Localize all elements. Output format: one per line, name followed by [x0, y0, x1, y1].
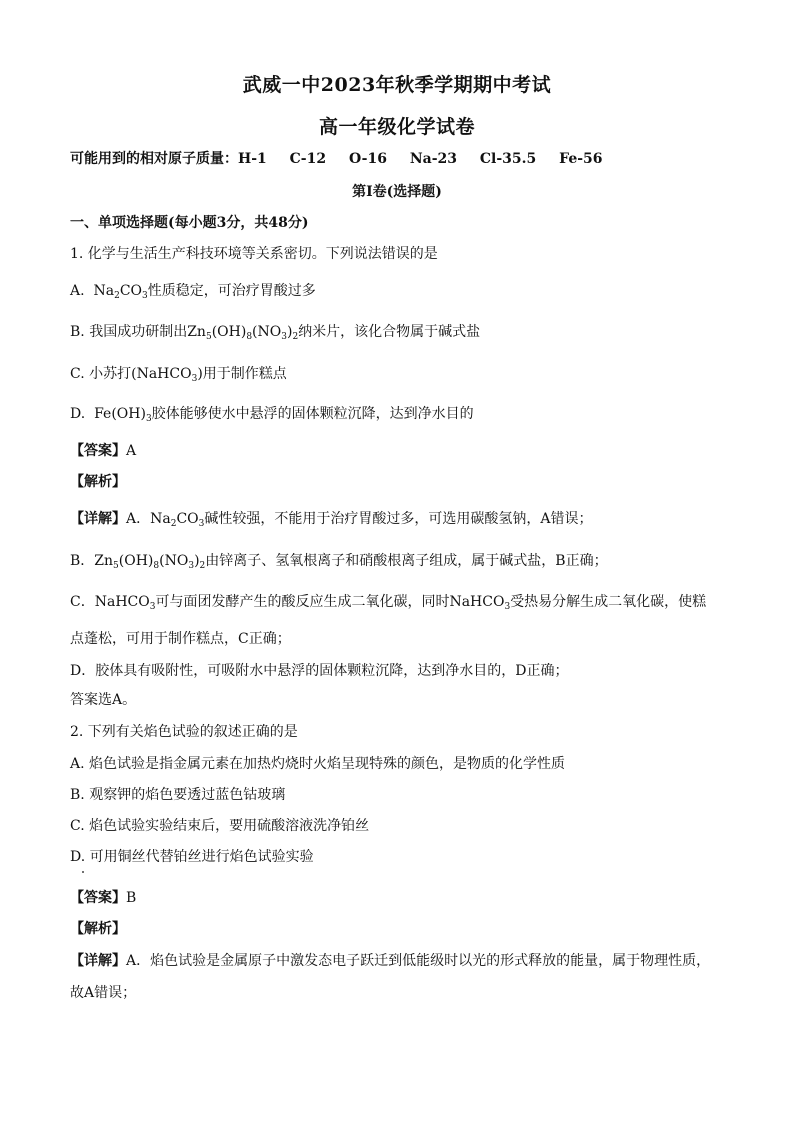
q1-conclusion: 答案选A。 [70, 692, 137, 708]
q1-exp-c [70, 593, 730, 611]
q2-exp-a-text: A．焰色试验是金属原子中激发态电子跃迁到低能级时以光的形式释放的能量，属于物理性质， [126, 953, 711, 969]
q1-d-label: D. [70, 406, 86, 422]
formula-feoh3: $Fe(OH)_3$ [94, 406, 152, 424]
detail-tag: 【详解】 [70, 953, 126, 969]
q2-option-a: A. 焰色试验是指金属元素在加热灼烧时火焰呈现特殊的颜色，是物质的化学性质 [70, 756, 566, 772]
q1-answer [70, 442, 730, 460]
q1-b-post: 纳米片，该化合物属于碱式盐 [298, 324, 481, 340]
q2-option-d: D. 可用铜丝代替铂丝进行焰色试验实验 [70, 849, 314, 865]
exam-subtitle: 高一年级化学试卷 [318, 116, 475, 138]
q1-analysis-tag: 【解析】 [70, 474, 126, 490]
q1-option-d [70, 405, 730, 423]
exam-title: 武威一中2023年秋季学期期中考试 [242, 74, 552, 96]
q1-exp-c-pre: C． [70, 594, 95, 610]
q2-stem: 2. 下列有关焰色试验的叙述正确的是 [70, 724, 298, 740]
q1-exp-b-pre: B． [70, 553, 95, 569]
formula-na2co3: $Na_2CO_3$ [150, 511, 205, 529]
q1-option-a [70, 282, 730, 300]
q1-c-pre: C. 小苏打 [70, 366, 132, 382]
answer-value: B [126, 890, 137, 906]
q1-stem: 1. 化学与生活生产科技环境等关系密切。下列说法错误的是 [70, 246, 438, 262]
q2-answer [70, 889, 730, 907]
q2-option-b: B. 观察钾的焰色要透过蓝色钴玻璃 [70, 787, 286, 803]
mass-cl: Cl-35.5 [479, 151, 537, 167]
q1-exp-c-cont: 点蓬松，可用于制作糕点，C正确； [70, 631, 291, 647]
mass-o: O-16 [348, 151, 387, 167]
q1-exp-b-post: 由锌离子、氢氧根离子和硝酸根离子组成，属于碱式盐，B正确； [205, 553, 608, 569]
mass-fe: Fe-56 [559, 151, 603, 167]
formula-zn-basic-nitrate: $Zn_5(OH)_8(NO_3)_2$ [187, 324, 299, 342]
q1-a-label: A. [70, 283, 85, 299]
atomic-masses-line [70, 150, 730, 168]
detail-tag: 【详解】 [70, 511, 126, 527]
formula-zn-basic-nitrate: $Zn_5(OH)_8(NO_3)_2$ [94, 553, 206, 571]
answer-tag: 【答案】 [70, 443, 126, 459]
formula-nahco3: NaHCO$_3$ [449, 594, 511, 612]
q1-exp-b [70, 552, 730, 570]
q1-d-text: 胶体能够使水中悬浮的固体颗粒沉降，达到净水目的 [151, 406, 474, 422]
q1-option-c [70, 365, 730, 383]
q1-exp-c-post: 受热易分解生成二氧化碳，使糕 [510, 594, 707, 610]
atomic-masses-label: 可能用到的相对原子质量： [70, 151, 238, 167]
q1-option-b [70, 323, 730, 341]
mass-na: Na-23 [409, 151, 458, 167]
formula-na2co3: $Na_2CO_3$ [93, 283, 148, 301]
q2-option-c: C. 焰色试验实验结束后，要用硫酸溶液洗净铂丝 [70, 818, 370, 834]
q2-exp-a [70, 952, 730, 970]
q1-exp-a-post: 碱性较强，不能用于治疗胃酸过多，可选用碳酸氢钠，A错误； [204, 511, 593, 527]
formula-nahco3: NaHCO$_3$ [94, 594, 156, 612]
mass-c: C-12 [289, 151, 327, 167]
q2-analysis-tag: 【解析】 [70, 921, 126, 937]
formula-nahco3: (NaHCO$_3$) [131, 366, 203, 384]
q1-exp-a-pre: A． [126, 511, 151, 527]
answer-tag: 【答案】 [70, 890, 126, 906]
q1-a-text: 性质稳定，可治疗胃酸过多 [147, 283, 316, 299]
q1-exp-d: D．胶体具有吸附性，可吸附水中悬浮的固体颗粒沉降，达到净水目的，D正确； [70, 663, 569, 679]
q1-b-pre: B. 我国成功研制出 [70, 324, 188, 340]
section-title: 一、单项选择题(每小题3分，共48分) [70, 215, 309, 231]
q1-exp-a [70, 510, 730, 528]
q1-c-post: 用于制作糕点 [202, 366, 287, 382]
q2-exp-a-cont: 故A错误； [70, 985, 137, 1001]
q1-exp-c-mid: 可与面团发酵产生的酸反应生成二氧化碳，同时 [155, 594, 450, 610]
part-title: 第Ⅰ卷(选择题) [352, 184, 442, 200]
stray-dot [82, 871, 84, 873]
mass-h: H-1 [238, 151, 267, 167]
answer-value: A [126, 443, 137, 459]
